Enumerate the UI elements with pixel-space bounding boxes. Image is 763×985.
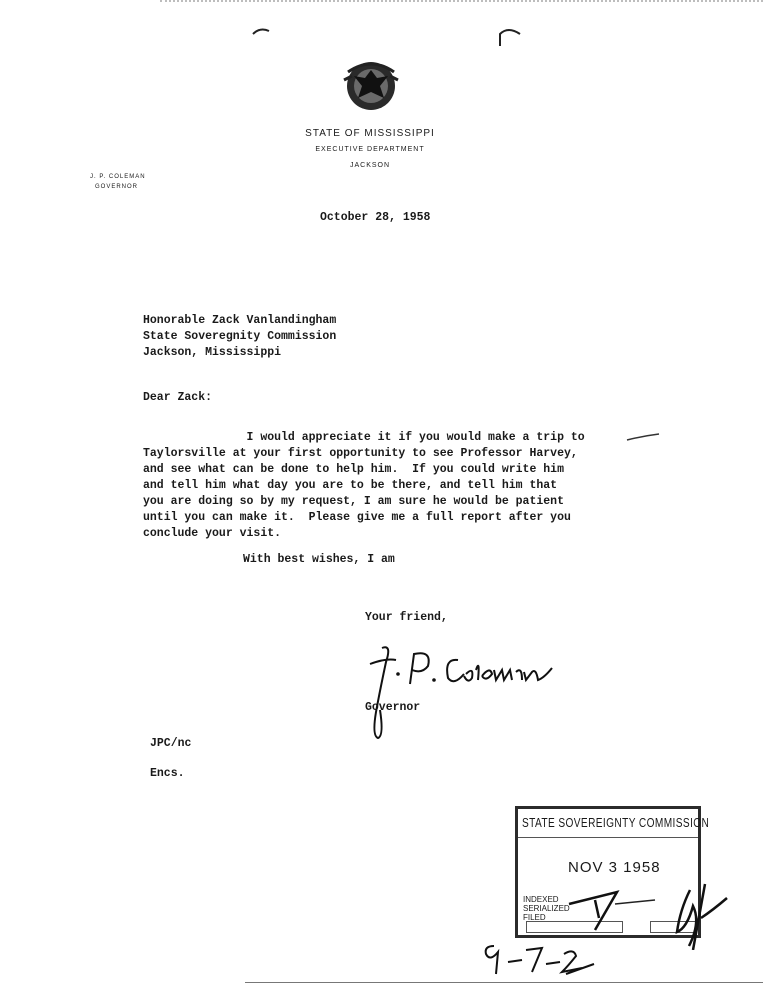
stamp-label-serialized: SERIALIZED xyxy=(523,904,570,913)
letterhead-department: EXECUTIVE DEPARTMENT xyxy=(315,146,425,153)
letterhead-state: STATE OF MISSISSIPPI xyxy=(305,128,435,139)
handwritten-stamp-marks xyxy=(555,870,755,950)
margin-mark xyxy=(625,430,661,444)
stamp-label-indexed: INDEXED xyxy=(523,895,559,904)
stamp-label-filed: FILED xyxy=(523,913,546,922)
letter-body xyxy=(143,430,585,542)
address-line: State Soveregnity Commission xyxy=(143,330,337,343)
complimentary-close: Your friend, xyxy=(365,611,448,624)
sender-title: GOVERNOR xyxy=(95,184,139,190)
body-line: you are doing so by my request, I am sure he would be patient xyxy=(143,495,564,508)
signer-title: Governor xyxy=(365,701,421,714)
scan-mark xyxy=(252,26,270,36)
page-top-border xyxy=(160,0,763,2)
letter-date: October 28, 1958 xyxy=(320,211,431,224)
body-line: and see what can be done to help him. If you could write him xyxy=(143,463,564,476)
letter-closing: With best wishes, I am xyxy=(243,553,395,566)
address-line: Jackson, Mississippi xyxy=(143,346,282,359)
stamp-title: STATE SOVEREIGNTY COMMISSION xyxy=(522,815,710,830)
body-line: until you can make it. Please give me a full report after you xyxy=(143,511,571,524)
stamp-divider xyxy=(518,837,698,838)
stamp-date: NOV 3 1958 xyxy=(568,859,661,876)
handwritten-signature xyxy=(356,640,566,740)
reference-initials: JPC/nc xyxy=(150,737,192,750)
sender-name: J. P. COLEMAN xyxy=(90,174,146,180)
recipient-address xyxy=(143,313,336,361)
salutation: Dear Zack: xyxy=(143,391,213,404)
body-line: and tell him what day you are to be there, and tell him that xyxy=(143,479,558,492)
handwritten-file-number xyxy=(482,940,602,980)
scan-mark xyxy=(496,26,522,48)
body-line: conclude your visit. xyxy=(143,527,282,540)
body-line: Taylorsville at your first opportunity to see Professor Harvey, xyxy=(143,447,578,460)
letterhead-city: JACKSON xyxy=(349,162,391,169)
body-line: I would appreciate it if you would make a trip to xyxy=(143,431,585,444)
address-line: Honorable Zack Vanlandingham xyxy=(143,314,337,327)
enclosures-note: Encs. xyxy=(150,767,185,780)
page-bottom-rule xyxy=(245,982,763,983)
state-seal-icon xyxy=(336,56,406,112)
